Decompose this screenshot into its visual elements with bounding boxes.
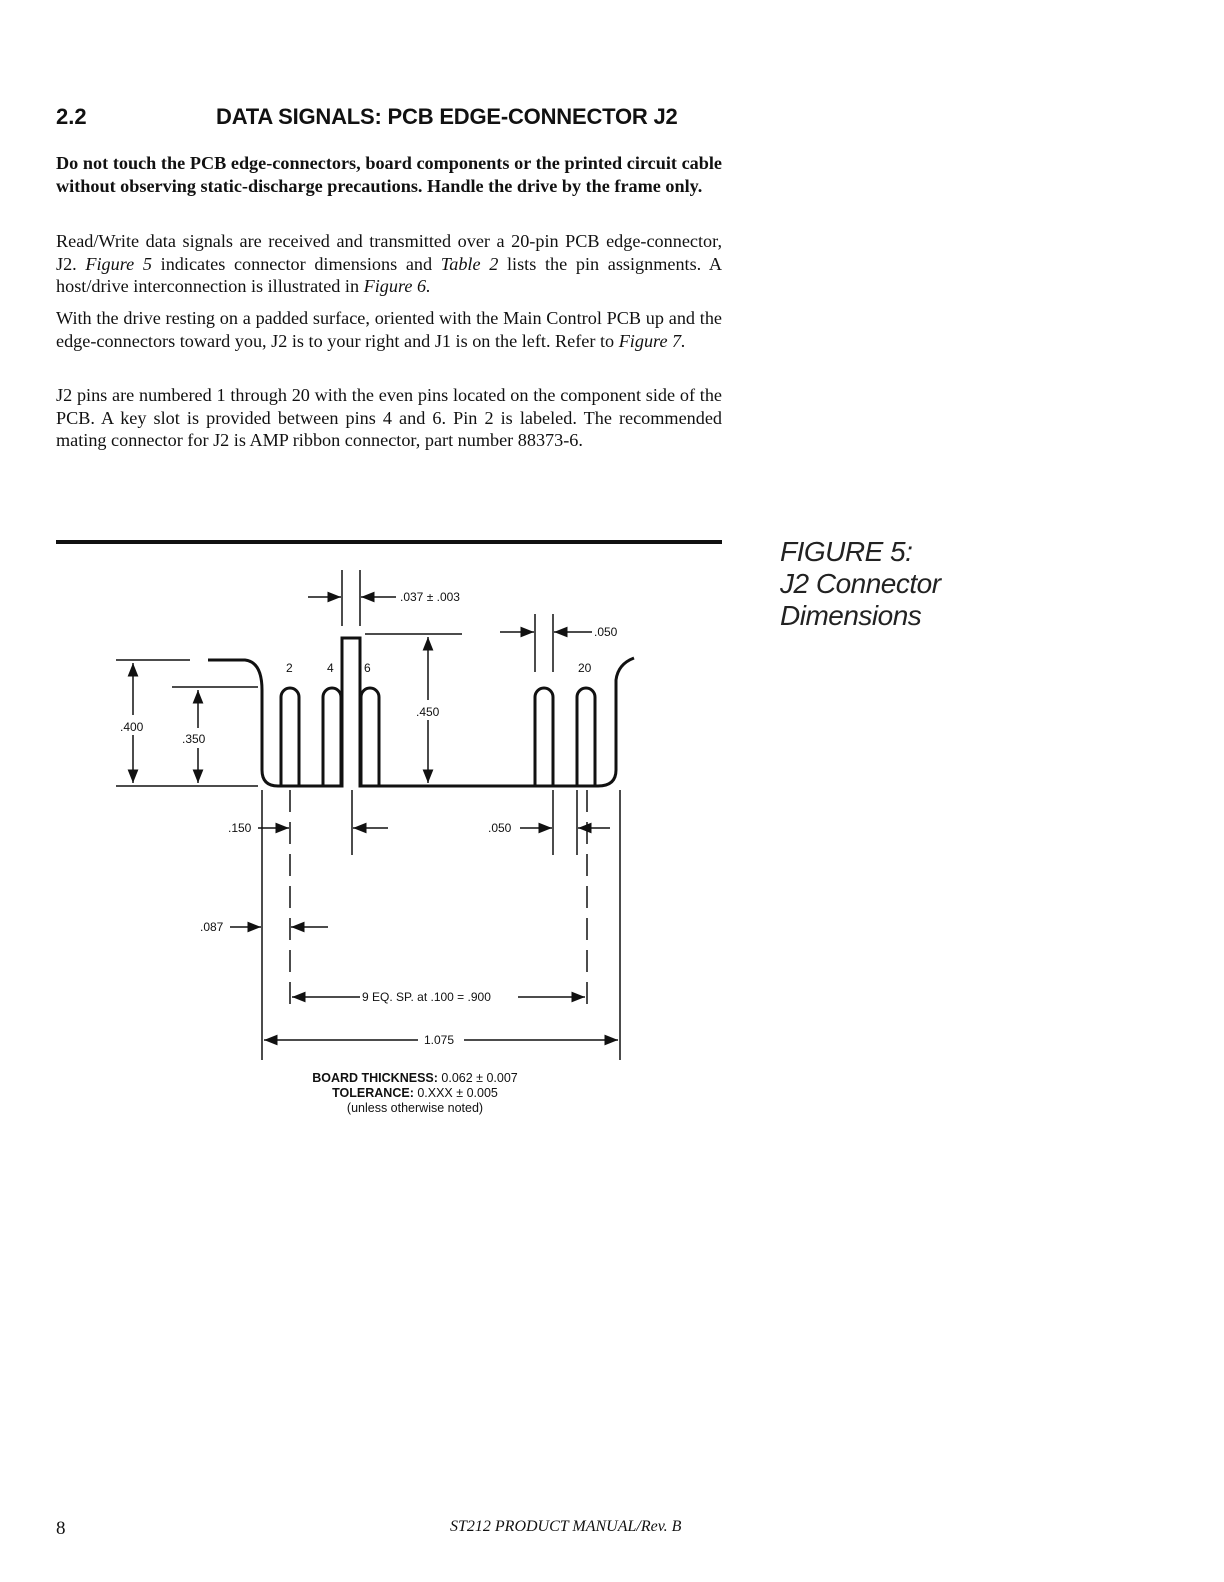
j2-connector-diagram [0,560,720,1070]
paragraph-text: indicates connector dimensions and [151,253,441,274]
dimension-lines [116,570,620,1060]
dim-pin-width-top: .050 [594,625,618,639]
tolerance-note [220,1086,610,1101]
pin-label-6: 6 [364,661,371,675]
dim-height-400: .400 [120,720,144,734]
dim-key-slot-width: .037 ± .003 [400,590,460,604]
pin-label-20: 20 [578,661,592,675]
board-thickness-note [220,1071,610,1086]
paragraph-text: lists the pin assignments. A host/drive interconnection is illustrated in [56,253,723,296]
unless-noted-note: (unless otherwise noted) [346,1101,484,1115]
figure-title-line2: Dimensions [780,600,922,631]
dim-pin-width-bottom: .050 [488,821,512,835]
dim-offset-087: .087 [200,920,224,934]
page-number: 8 [56,1518,66,1539]
figure-notes [220,1071,610,1116]
figure-caption [780,536,941,632]
tolerance-label: TOLERANCE: [332,1086,414,1100]
figure-divider [56,540,722,544]
thickness-label: BOARD THICKNESS: [312,1071,438,1085]
dim-offset-150: .150 [228,821,252,835]
dim-height-350: .350 [182,732,206,746]
paragraph-pin-numbering: J2 pins are numbered 1 through 20 with the even pins located on the component side of the PCB. A key slot is provided between pins 4 and 6. Pin 2 is labeled. The recommended mating connector for J2 is AMP ribbon connector, part number 88373-6. [56,385,722,450]
figure-label: FIGURE 5: [780,536,913,567]
section-number: 2.2 [56,104,87,129]
dim-overall-width: 1.075 [424,1033,455,1047]
tolerance-value: 0.XXX ± 0.005 [413,1086,498,1100]
paragraph-orientation [56,307,722,352]
figure-5-reference: Figure 5 [85,253,152,274]
figure-6-reference: Figure 6. [363,276,431,296]
dim-height-450: .450 [416,705,440,719]
table-2-reference: Table 2 [440,253,499,274]
static-warning: Do not touch the PCB edge-connectors, board components or the printed circuit cable without observing static-discharge precautions. Handle the drive by the frame only. [56,153,722,196]
footer-manual-title: ST212 PRODUCT MANUAL/Rev. B [450,1518,682,1535]
pin-label-4: 4 [327,661,334,675]
section-title: DATA SIGNALS: PCB EDGE-CONNECTOR J2 [216,104,678,129]
paragraph-text: Read/Write data signals are received and transmitted over a 20-pin PCB edge-connector, J2. [56,231,722,274]
dim-pin-spacing: 9 EQ. SP. at .100 = .900 [362,990,491,1004]
pin-label-2: 2 [286,661,293,675]
paragraph-connector-intro [56,230,722,298]
paragraph-text: With the drive resting on a padded surface, oriented with the Main Control PCB up and the edge-connectors toward you, J2 is to your right and J1 is on the left. Refer to [56,308,722,351]
figure-title-line1: J2 Connector [780,568,941,599]
figure-7-reference: Figure 7. [618,330,686,351]
thickness-value: 0.062 ± 0.007 [437,1071,518,1085]
